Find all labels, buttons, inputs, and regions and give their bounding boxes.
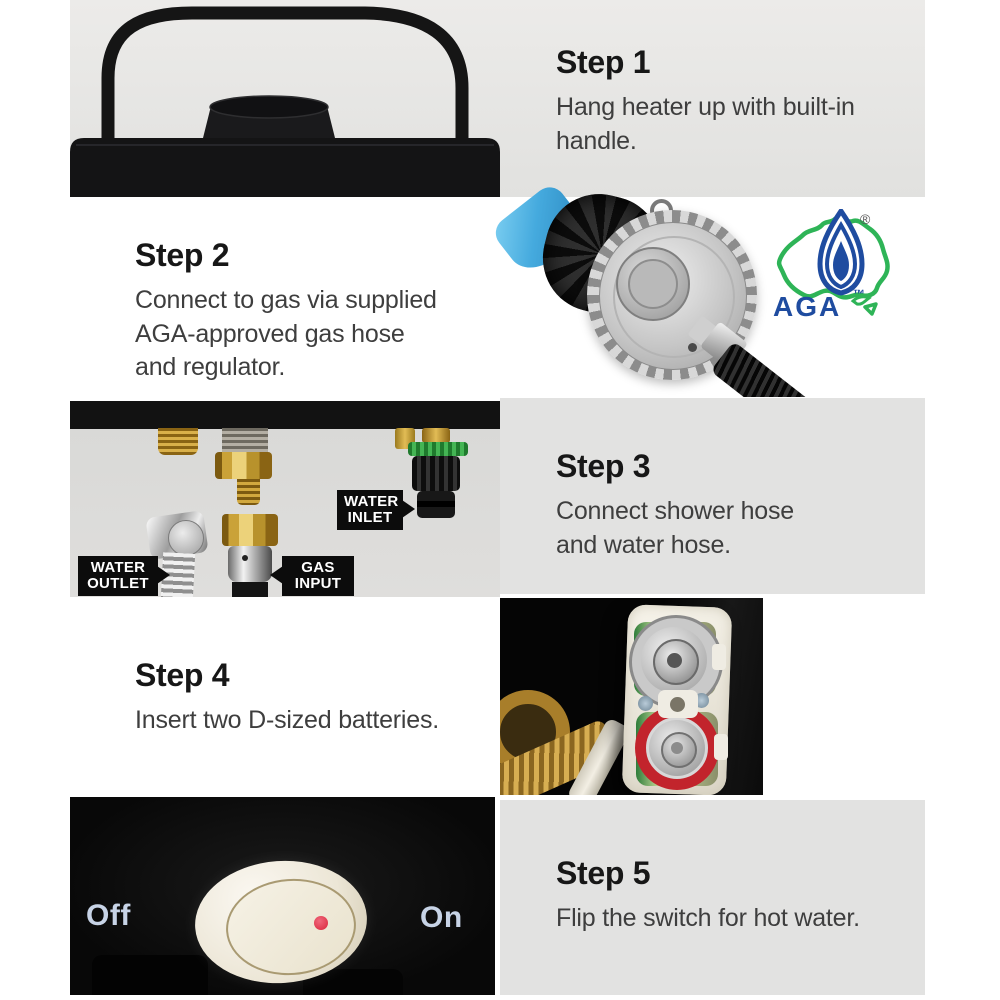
inlet-brass-collar <box>422 428 450 443</box>
water-inlet-line1: WATER <box>344 493 399 510</box>
aga-trademark: ™ <box>853 287 865 301</box>
aga-logo-text: AGA <box>773 291 842 322</box>
gas-chrome-ferrule <box>228 546 272 582</box>
step-1-section <box>70 0 925 197</box>
step-2-title: Step 2 <box>135 237 230 273</box>
step-5-body: Flip the switch for hot water. <box>556 904 860 932</box>
holder-clip-bottom <box>714 734 728 760</box>
step-4-body: Insert two D-sized batteries. <box>135 706 440 734</box>
water-outlet-label <box>78 556 158 596</box>
gas-black-hose <box>232 582 268 598</box>
battery-bottom-hub <box>671 742 683 754</box>
ports-photo <box>70 397 500 598</box>
center-fitting-hex <box>215 452 272 479</box>
heater-bottom-bar <box>70 401 500 429</box>
rocker-switch-indicator-dot <box>314 916 328 930</box>
water-inlet-line2: INLET <box>347 509 393 527</box>
holder-tab-hole <box>670 697 685 712</box>
heater-knob-top <box>210 96 328 118</box>
step-5-text <box>556 855 866 936</box>
holder-clip-top <box>712 644 726 670</box>
outlet-elbow-face <box>168 520 204 556</box>
switch-on-label: On <box>420 901 463 934</box>
step-5-title: Step 5 <box>556 855 651 891</box>
gas-ferrule-dot <box>242 555 248 561</box>
step-3-panel <box>500 398 925 594</box>
step-1-title: Step 1 <box>556 44 651 80</box>
tasmania-icon <box>865 304 876 314</box>
center-fitting-thread <box>222 428 268 452</box>
step-1-body: Hang heater up with built-in handle. <box>556 93 855 155</box>
battery-compartment-photo <box>500 598 763 795</box>
water-outlet-line1: WATER <box>90 559 146 576</box>
water-outlet-line2: OUTLET <box>87 575 149 593</box>
step-2-text <box>135 237 440 385</box>
heater-top-photo <box>70 0 500 197</box>
inlet-green-ring <box>408 442 468 456</box>
step-5-panel <box>500 800 925 995</box>
center-fitting-stud <box>237 479 260 505</box>
inlet-tip-groove <box>417 501 455 507</box>
gas-input-line1: GAS <box>301 559 335 576</box>
step-3-text <box>556 448 806 562</box>
step-3-section <box>0 397 1000 597</box>
step-4-section <box>0 597 1000 795</box>
step-1-text <box>556 44 886 158</box>
aga-logo <box>765 209 915 324</box>
regulator-center-cap-inner <box>628 259 678 309</box>
step-5-section <box>0 795 1000 1000</box>
step-3-body: Connect shower hose and water hose. <box>556 497 795 559</box>
step-2-section <box>0 197 1000 395</box>
screw-left <box>638 696 653 711</box>
aga-registered-mark: ® <box>860 211 871 227</box>
step-2-body: Connect to gas via supplied AGA-approved gas hose and regulator. <box>135 286 437 381</box>
water-inlet-label <box>337 490 403 530</box>
panel-recess-left <box>92 955 208 995</box>
gas-brass-hex <box>222 514 278 546</box>
power-switch-photo <box>70 797 495 995</box>
gas-input-line2: INPUT <box>294 575 342 593</box>
step-3-title: Step 3 <box>556 448 651 484</box>
heater-body <box>70 138 500 197</box>
step-4-text <box>135 657 465 738</box>
battery-top-hub <box>667 653 682 668</box>
brass-nipple-fitting <box>158 428 198 455</box>
heater-top-illustration <box>70 0 500 197</box>
gas-input-label <box>282 556 354 596</box>
inlet-knurled-body <box>412 456 460 491</box>
switch-off-label: Off <box>86 899 131 932</box>
regulator-vent-dot <box>688 343 697 352</box>
step-4-title: Step 4 <box>135 657 230 693</box>
